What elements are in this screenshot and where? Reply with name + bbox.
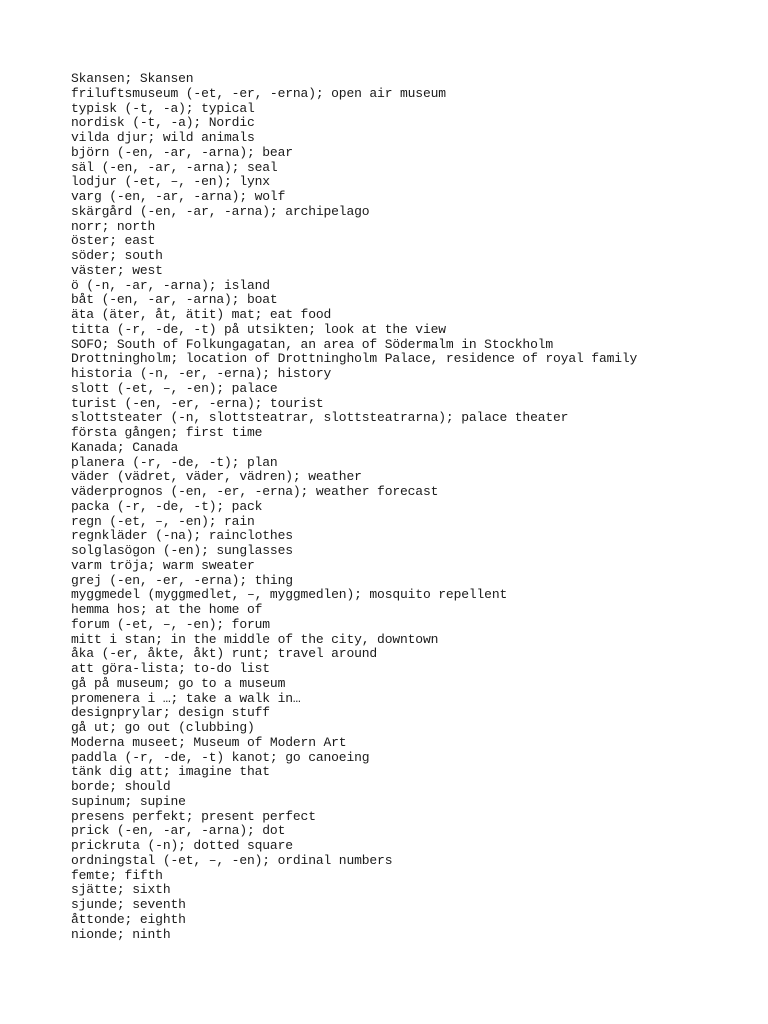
vocab-line: titta (-r, -de, -t) på utsikten; look at the view bbox=[71, 321, 446, 337]
vocab-line: mitt i stan; in the middle of the city, downtown bbox=[71, 631, 439, 647]
vocab-line: friluftsmuseum (-et, -er, -erna); open air museum bbox=[71, 85, 446, 101]
vocab-line: gå ut; go out (clubbing) bbox=[71, 720, 255, 735]
vocab-line: grej (-en, -er, -erna); thing bbox=[71, 572, 293, 588]
vocab-line: turist (-en, -er, -erna); tourist bbox=[71, 395, 324, 411]
vocab-line: åttonde; eighth bbox=[71, 911, 186, 927]
vocab-line: att göra-lista; to-do list bbox=[71, 661, 270, 676]
vocab-line: designprylar; design stuff bbox=[71, 705, 270, 721]
vocab-line: packa (-r, -de, -t); pack bbox=[71, 498, 263, 514]
vocab-line: Moderna museet; Museum of Modern Art bbox=[71, 734, 347, 750]
document-page bbox=[71, 72, 751, 942]
vocab-line: slott (-et, –, -en); palace bbox=[71, 380, 278, 396]
vocab-line: väder (vädret, väder, vädren); weather bbox=[71, 469, 362, 485]
vocab-line: typisk (-t, -a); typical bbox=[71, 100, 255, 116]
vocab-line: ö (-n, -ar, -arna); island bbox=[71, 277, 270, 293]
vocab-line: åka (-er, åkte, åkt) runt; travel around bbox=[71, 646, 378, 662]
vocab-line: hemma hos; at the home of bbox=[71, 602, 263, 617]
vocab-line: promenera i …; take a walk in… bbox=[71, 690, 301, 706]
vocab-line: femte; fifth bbox=[71, 867, 163, 883]
vocab-line: söder; south bbox=[71, 248, 163, 263]
vocab-line: presens perfekt; present perfect bbox=[71, 808, 316, 824]
vocab-line: lodjur (-et, –, -en); lynx bbox=[71, 174, 270, 190]
vocab-line: ordningstal (-et, –, -en); ordinal numbers bbox=[71, 852, 393, 868]
vocab-line: paddla (-r, -de, -t) kanot; go canoeing bbox=[71, 749, 370, 765]
vocab-line: Drottningholm; location of Drottningholm Palace, residence of royal family bbox=[71, 351, 638, 367]
vocab-line: varg (-en, -ar, -arna); wolf bbox=[71, 189, 286, 204]
vocabulary-list bbox=[71, 72, 751, 942]
vocab-line: gå på museum; go to a museum bbox=[71, 675, 286, 691]
vocab-line: första gången; first time bbox=[71, 425, 263, 440]
vocab-line: väderprognos (-en, -er, -erna); weather forecast bbox=[71, 484, 439, 499]
vocab-line: Skansen; Skansen bbox=[71, 71, 194, 86]
vocab-line: prickruta (-n); dotted square bbox=[71, 838, 293, 853]
vocab-line: tänk dig att; imagine that bbox=[71, 764, 270, 780]
vocab-line: öster; east bbox=[71, 233, 156, 249]
vocab-line: regnkläder (-na); rainclothes bbox=[71, 528, 293, 544]
vocab-line: forum (-et, –, -en); forum bbox=[71, 616, 270, 632]
vocab-line: äta (äter, åt, ätit) mat; eat food bbox=[71, 307, 332, 322]
vocab-line: skärgård (-en, -ar, -arna); archipelago bbox=[71, 203, 370, 219]
vocab-line: björn (-en, -ar, -arna); bear bbox=[71, 144, 293, 160]
vocab-line: supinum; supine bbox=[71, 793, 186, 809]
vocab-line: sjätte; sixth bbox=[71, 882, 171, 898]
vocab-line: myggmedel (myggmedlet, –, myggmedlen); mosquito repellent bbox=[71, 587, 508, 603]
vocab-line: båt (-en, -ar, -arna); boat bbox=[71, 292, 278, 308]
vocab-line: säl (-en, -ar, -arna); seal bbox=[71, 159, 278, 175]
vocab-line: norr; north bbox=[71, 218, 156, 234]
vocab-line: planera (-r, -de, -t); plan bbox=[71, 454, 278, 470]
vocab-line: borde; should bbox=[71, 779, 171, 794]
vocab-line: Kanada; Canada bbox=[71, 439, 179, 455]
vocab-line: slottsteater (-n, slottsteatrar, slottsteatrarna); palace theater bbox=[71, 410, 569, 426]
vocab-line: solglasögon (-en); sunglasses bbox=[71, 543, 293, 558]
vocab-line: sjunde; seventh bbox=[71, 897, 186, 912]
vocab-line: regn (-et, –, -en); rain bbox=[71, 513, 255, 529]
vocab-line: vilda djur; wild animals bbox=[71, 130, 255, 145]
vocab-line: prick (-en, -ar, -arna); dot bbox=[71, 823, 286, 839]
vocab-line: nionde; ninth bbox=[71, 926, 171, 942]
vocab-line: nordisk (-t, -a); Nordic bbox=[71, 115, 255, 131]
vocab-line: väster; west bbox=[71, 262, 163, 278]
vocab-line: historia (-n, -er, -erna); history bbox=[71, 366, 332, 381]
vocab-line: varm tröja; warm sweater bbox=[71, 557, 255, 573]
vocab-line: SOFO; South of Folkungagatan, an area of Södermalm in Stockholm bbox=[71, 336, 554, 352]
